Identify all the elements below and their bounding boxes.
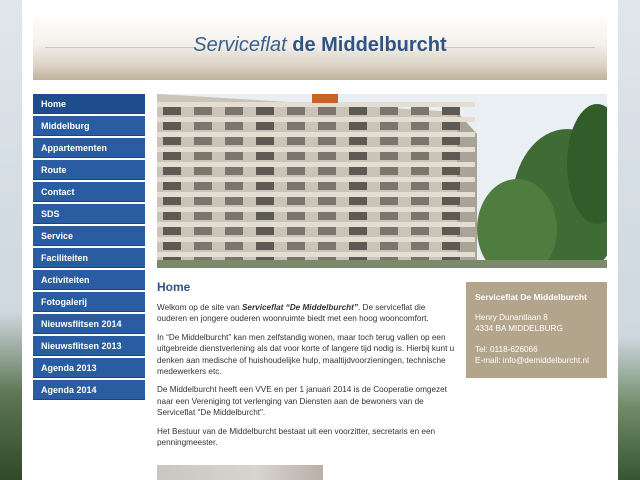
nav-item-contact[interactable]: Contact bbox=[33, 182, 145, 202]
welcome-text-pre: Welkom op de site van bbox=[157, 303, 242, 312]
nav-item-faciliteiten[interactable]: Faciliteiten bbox=[33, 248, 145, 268]
background-right bbox=[618, 0, 640, 480]
hero-photo-building bbox=[157, 94, 607, 268]
welcome-name: Serviceflat “De Middelburcht” bbox=[241, 303, 358, 312]
info-phone: Tel: 0118-626066 bbox=[475, 345, 538, 354]
page-container bbox=[22, 0, 618, 480]
nav-item-fotogalerij[interactable]: Fotogalerij bbox=[33, 292, 145, 312]
content-photo-thumbnail bbox=[157, 465, 323, 480]
paragraph-welcome bbox=[157, 302, 457, 325]
nav-item-route[interactable]: Route bbox=[33, 160, 145, 180]
nav-item-nieuwsflitsen-2013[interactable]: Nieuwsflitsen 2013 bbox=[33, 336, 145, 356]
nav-item-activiteiten[interactable]: Activiteiten bbox=[33, 270, 145, 290]
info-city: 4334 BA MIDDELBURG bbox=[475, 324, 563, 333]
nav-item-nieuwsflitsen-2014[interactable]: Nieuwsflitsen 2014 bbox=[33, 314, 145, 334]
background-left bbox=[0, 0, 22, 480]
building-illustration bbox=[157, 94, 607, 268]
site-title-bold: de Middelburcht bbox=[292, 34, 447, 56]
site-title[interactable] bbox=[33, 34, 607, 57]
paragraph-vve: De Middelburcht heeft een VVE en per 1 januari 2014 is de Cooperatie omgezet naar een Vereniging tot verlenging van Diensten aan de bewoners van de Serviceflat "De Middelburcht". bbox=[157, 385, 447, 418]
info-street: Henry Dunantlaan 8 bbox=[475, 313, 548, 322]
info-title: Serviceflat De Middelburcht bbox=[475, 292, 587, 302]
welcome-text-post: . De serviceflat die ouderen en jongere ouderen woonruimte biedt met een hoog wooncomfort. bbox=[157, 303, 429, 324]
main-navigation bbox=[33, 94, 145, 402]
main-content bbox=[157, 280, 457, 455]
nav-item-sds[interactable]: SDS bbox=[33, 204, 145, 224]
nav-item-appartementen[interactable]: Appartementen bbox=[33, 138, 145, 158]
contact-info-box bbox=[466, 282, 607, 378]
site-title-light: Serviceflat bbox=[193, 34, 287, 56]
nav-item-middelburg[interactable]: Middelburg bbox=[33, 116, 145, 136]
content-heading: Home bbox=[157, 280, 191, 294]
site-header bbox=[33, 14, 607, 80]
nav-item-agenda-2013[interactable]: Agenda 2013 bbox=[33, 358, 145, 378]
paragraph-services: In “De Middelburcht” kan men zelfstandig wonen, maar toch terug vallen op een uitgebreide dienstverlening als dat voor korte of langere tijd nodig is. Hierbij kunt u denken aan medische of huishoudelijke hulp, maaltijdvoorzieningen, technische medewerkers etc. bbox=[157, 332, 455, 377]
info-email[interactable]: E-mail: info@demiddelburcht.nl bbox=[475, 356, 589, 365]
nav-item-service[interactable]: Service bbox=[33, 226, 145, 246]
paragraph-board: Het Bestuur van de Middelburcht bestaat uit een voorzitter, secretaris en een penningmeester. bbox=[157, 426, 436, 448]
info-spacer bbox=[475, 334, 598, 344]
nav-item-home[interactable]: Home bbox=[33, 94, 145, 114]
nav-item-agenda-2014[interactable]: Agenda 2014 bbox=[33, 380, 145, 400]
